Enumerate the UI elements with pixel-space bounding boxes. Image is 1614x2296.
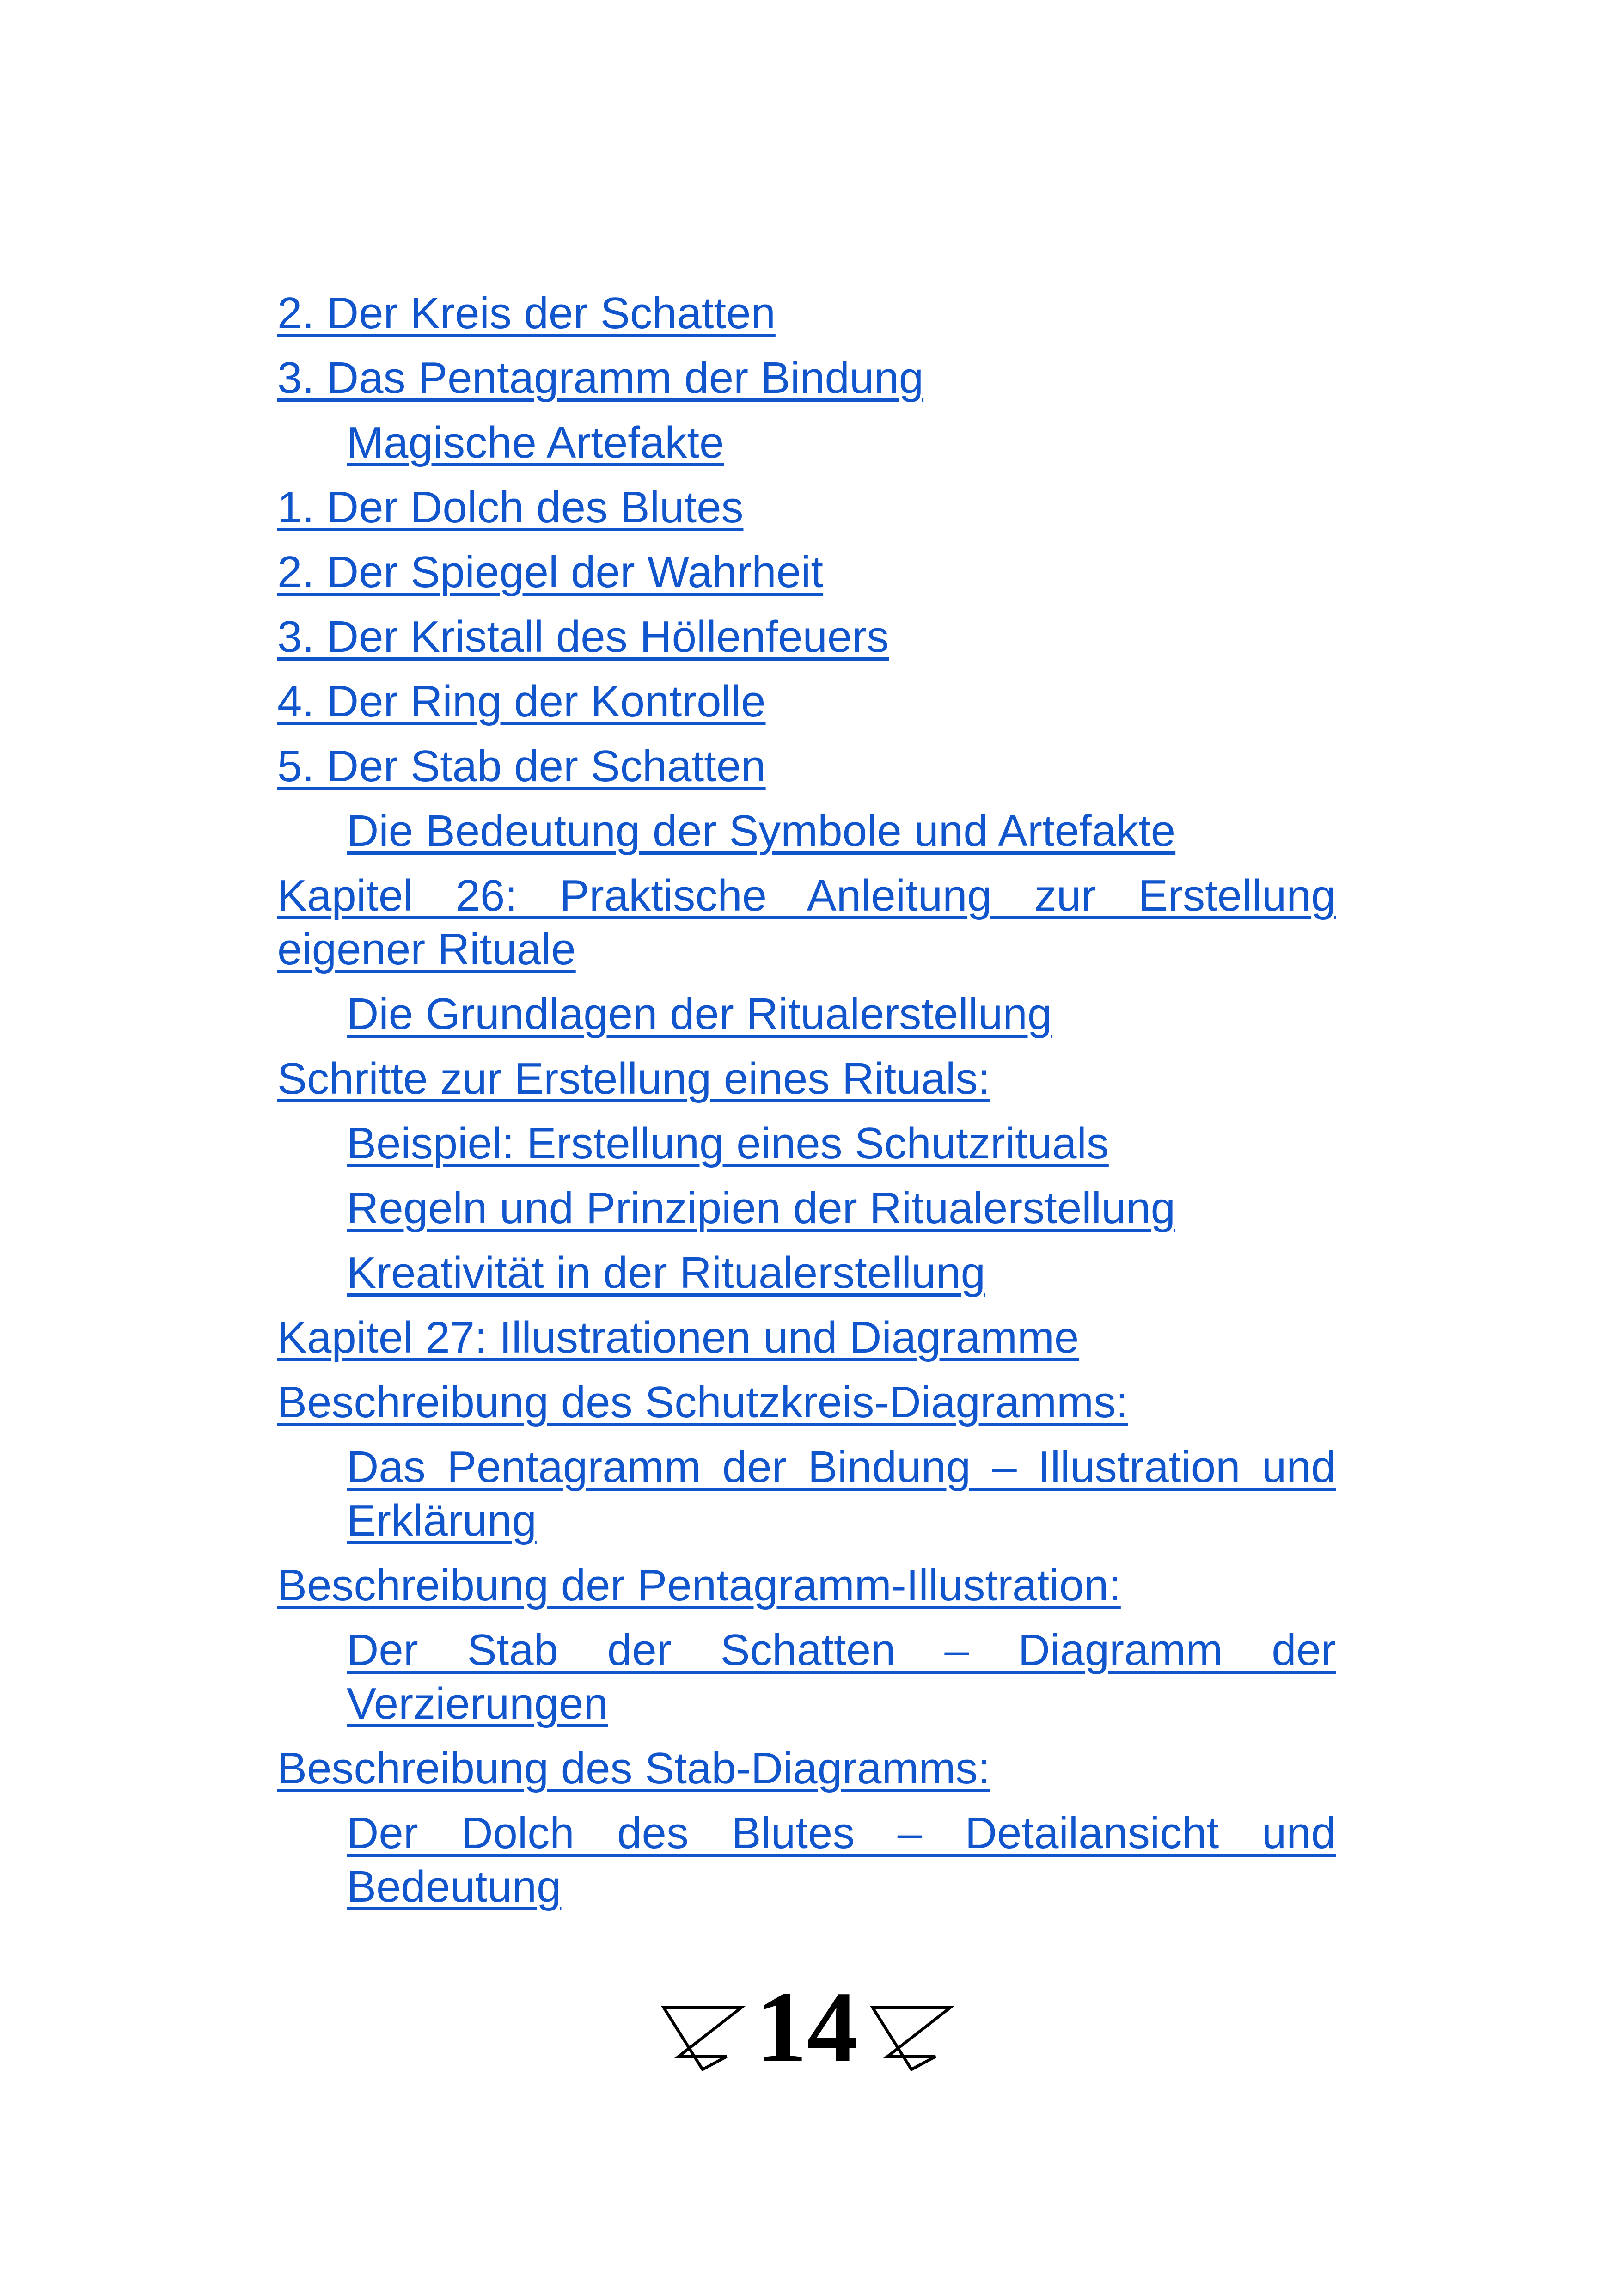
toc-entry-link[interactable]: 3. Das Pentagramm der Bindung <box>277 353 924 403</box>
toc-entry-link[interactable]: Magische Artefakte <box>347 418 724 467</box>
toc-entry-link[interactable]: Kapitel 26: Praktische Anleitung zur Erstellung eigener Rituale <box>277 871 1336 974</box>
toc-entry-link[interactable]: 2. Der Kreis der Schatten <box>277 288 776 338</box>
page-footer <box>0 1971 1614 2083</box>
toc-entry-link[interactable]: Der Stab der Schatten – Diagramm der Verzierungen <box>347 1625 1336 1728</box>
page-number: 14 <box>756 1971 858 2083</box>
table-of-contents <box>277 287 1336 1925</box>
toc-entry-link[interactable]: Der Dolch des Blutes – Detailansicht und Bedeutung <box>347 1808 1336 1911</box>
toc-entry-link[interactable]: Die Grundlagen der Ritualerstellung <box>347 989 1052 1039</box>
toc-entry-link[interactable]: Die Bedeutung der Symbole und Artefakte <box>347 806 1176 856</box>
toc-entry-link[interactable]: 4. Der Ring der Kontrolle <box>277 677 766 726</box>
toc-entry-link[interactable]: 1. Der Dolch des Blutes <box>277 483 744 532</box>
inverted-pentagram-icon <box>865 1981 958 2073</box>
toc-entry-link[interactable]: Kapitel 27: Illustrationen und Diagramme <box>277 1313 1079 1362</box>
toc-entry-link[interactable]: Regeln und Prinzipien der Ritualerstellung <box>347 1183 1176 1233</box>
toc-entry-link[interactable]: 2. Der Spiegel der Wahrheit <box>277 547 824 597</box>
toc-entry-link[interactable]: Beschreibung des Schutzkreis-Diagramms: <box>277 1378 1128 1427</box>
toc-entry-link[interactable]: Beschreibung der Pentagramm-Illustration: <box>277 1561 1121 1610</box>
toc-entry-link[interactable]: Beschreibung des Stab-Diagramms: <box>277 1744 990 1793</box>
toc-entry-link[interactable]: Beispiel: Erstellung eines Schutzrituals <box>347 1119 1109 1168</box>
inverted-pentagram-icon <box>656 1981 749 2073</box>
toc-entry-link[interactable]: 3. Der Kristall des Höllenfeuers <box>277 612 889 661</box>
toc-entry-link[interactable]: Kreativität in der Ritualerstellung <box>347 1248 986 1298</box>
toc-entry-link[interactable]: Schritte zur Erstellung eines Rituals: <box>277 1054 990 1103</box>
toc-entry-link[interactable]: Das Pentagramm der Bindung – Illustration und Erklärung <box>347 1442 1336 1545</box>
toc-entry-link[interactable]: 5. Der Stab der Schatten <box>277 741 766 791</box>
